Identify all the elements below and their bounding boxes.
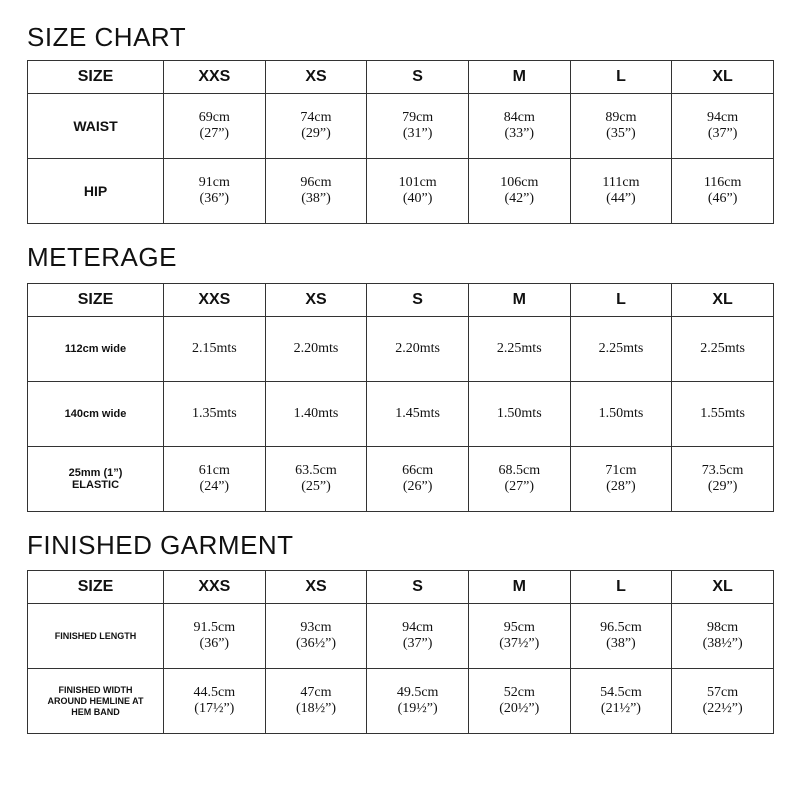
value-cell: 66cm (26”) bbox=[367, 447, 469, 512]
meterage-table bbox=[27, 283, 774, 512]
value-cell: 1.35mts bbox=[164, 382, 266, 447]
value-cell: 69cm (27”) bbox=[164, 94, 266, 159]
finished-garment-table bbox=[27, 570, 774, 734]
size-chart-table bbox=[27, 60, 774, 224]
value-cell: 1.55mts bbox=[672, 382, 774, 447]
header-cell: SIZE bbox=[28, 571, 164, 604]
value-cell: 1.50mts bbox=[468, 382, 570, 447]
value-cell: 96cm (38”) bbox=[265, 159, 367, 224]
value-cell: 47cm (18½”) bbox=[265, 669, 367, 734]
header-cell: XL bbox=[672, 571, 774, 604]
header-cell: M bbox=[468, 284, 570, 317]
row-label-hip: HIP bbox=[28, 159, 164, 224]
value-cell: 2.25mts bbox=[468, 317, 570, 382]
value-cell: 95cm (37½”) bbox=[468, 604, 570, 669]
value-cell: 2.25mts bbox=[672, 317, 774, 382]
finished-garment-title: FINISHED GARMENT bbox=[27, 530, 294, 560]
header-cell: XL bbox=[672, 61, 774, 94]
value-cell: 74cm (29”) bbox=[265, 94, 367, 159]
value-cell: 2.25mts bbox=[570, 317, 672, 382]
finished-garment-header-row bbox=[28, 571, 774, 604]
table-row bbox=[28, 382, 774, 447]
row-label-elastic: 25mm (1”) ELASTIC bbox=[28, 447, 164, 512]
value-cell: 2.20mts bbox=[367, 317, 469, 382]
value-cell: 111cm (44”) bbox=[570, 159, 672, 224]
value-cell: 94cm (37”) bbox=[672, 94, 774, 159]
value-cell: 1.50mts bbox=[570, 382, 672, 447]
value-cell: 54.5cm (21½”) bbox=[570, 669, 672, 734]
meterage-header-row bbox=[28, 284, 774, 317]
value-cell: 96.5cm (38”) bbox=[570, 604, 672, 669]
row-label-140cm-wide: 140cm wide bbox=[28, 382, 164, 447]
table-row bbox=[28, 447, 774, 512]
header-cell: S bbox=[367, 284, 469, 317]
header-cell: XXS bbox=[164, 61, 266, 94]
header-cell: SIZE bbox=[28, 284, 164, 317]
value-cell: 84cm (33”) bbox=[468, 94, 570, 159]
value-cell: 94cm (37”) bbox=[367, 604, 469, 669]
row-label-finished-length: FINISHED LENGTH bbox=[28, 604, 164, 669]
row-label-finished-width: FINISHED WIDTH AROUND HEMLINE AT HEM BAND bbox=[28, 669, 164, 734]
header-cell: L bbox=[570, 571, 672, 604]
value-cell: 2.20mts bbox=[265, 317, 367, 382]
header-cell: S bbox=[367, 571, 469, 604]
size-chart-title: SIZE CHART bbox=[27, 22, 187, 52]
table-row bbox=[28, 159, 774, 224]
value-cell: 79cm (31”) bbox=[367, 94, 469, 159]
finished-garment-section bbox=[27, 530, 773, 734]
value-cell: 1.45mts bbox=[367, 382, 469, 447]
value-cell: 57cm (22½”) bbox=[672, 669, 774, 734]
value-cell: 63.5cm (25”) bbox=[265, 447, 367, 512]
header-cell: L bbox=[570, 284, 672, 317]
header-cell: SIZE bbox=[28, 61, 164, 94]
value-cell: 1.40mts bbox=[265, 382, 367, 447]
header-cell: XS bbox=[265, 571, 367, 604]
value-cell: 71cm (28”) bbox=[570, 447, 672, 512]
value-cell: 93cm (36½”) bbox=[265, 604, 367, 669]
size-chart-header-row bbox=[28, 61, 774, 94]
value-cell: 106cm (42”) bbox=[468, 159, 570, 224]
value-cell: 2.15mts bbox=[164, 317, 266, 382]
header-cell: M bbox=[468, 61, 570, 94]
value-cell: 61cm (24”) bbox=[164, 447, 266, 512]
header-cell: S bbox=[367, 61, 469, 94]
table-row bbox=[28, 669, 774, 734]
value-cell: 91cm (36”) bbox=[164, 159, 266, 224]
value-cell: 44.5cm (17½”) bbox=[164, 669, 266, 734]
header-cell: XL bbox=[672, 284, 774, 317]
table-row bbox=[28, 604, 774, 669]
value-cell: 116cm (46”) bbox=[672, 159, 774, 224]
value-cell: 89cm (35”) bbox=[570, 94, 672, 159]
row-label-waist: WAIST bbox=[28, 94, 164, 159]
meterage-title: METERAGE bbox=[27, 242, 177, 272]
value-cell: 91.5cm (36”) bbox=[164, 604, 266, 669]
value-cell: 49.5cm (19½”) bbox=[367, 669, 469, 734]
header-cell: XXS bbox=[164, 571, 266, 604]
table-row bbox=[28, 94, 774, 159]
meterage-section bbox=[27, 242, 773, 512]
header-cell: XS bbox=[265, 61, 367, 94]
value-cell: 68.5cm (27”) bbox=[468, 447, 570, 512]
value-cell: 101cm (40”) bbox=[367, 159, 469, 224]
header-cell: XS bbox=[265, 284, 367, 317]
value-cell: 52cm (20½”) bbox=[468, 669, 570, 734]
header-cell: M bbox=[468, 571, 570, 604]
row-label-112cm-wide: 112cm wide bbox=[28, 317, 164, 382]
header-cell: XXS bbox=[164, 284, 266, 317]
table-row bbox=[28, 317, 774, 382]
value-cell: 73.5cm (29”) bbox=[672, 447, 774, 512]
header-cell: L bbox=[570, 61, 672, 94]
size-chart-section bbox=[27, 22, 773, 224]
value-cell: 98cm (38½”) bbox=[672, 604, 774, 669]
